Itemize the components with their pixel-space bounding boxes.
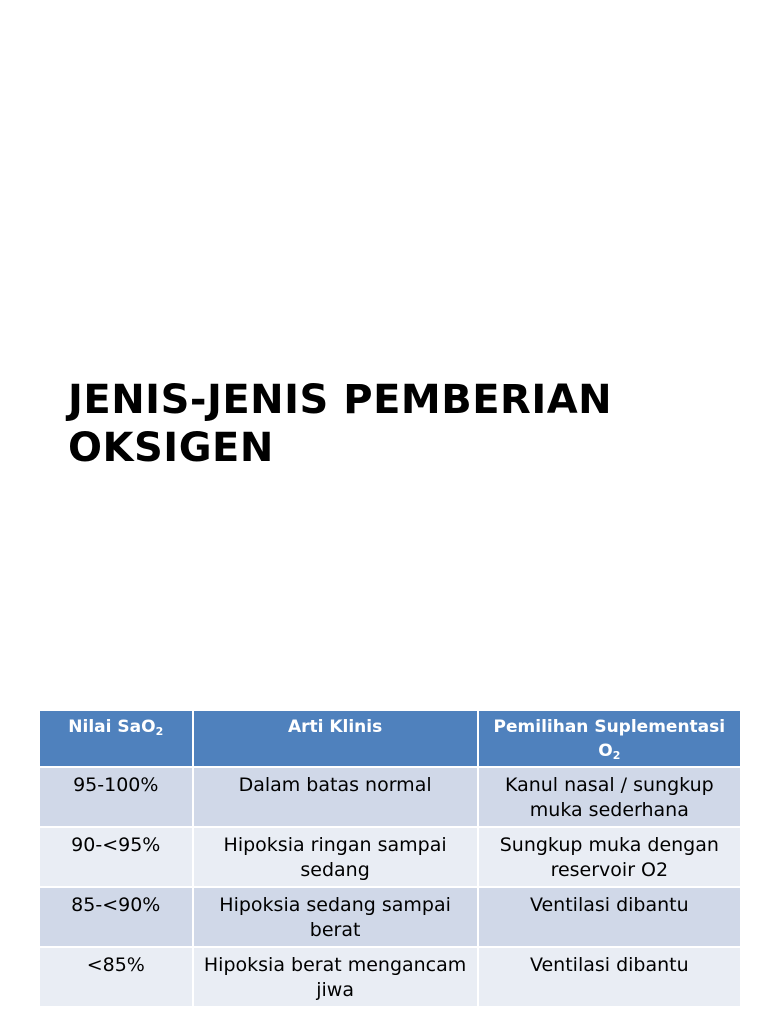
table-row	[39, 767, 741, 827]
header-arti-klinis-text: Arti Klinis	[287, 717, 383, 737]
cell-pemilihan: Ventilasi dibantu	[478, 947, 741, 1007]
cell-sao2: 85-<90%	[39, 887, 193, 947]
header-pemilihan-text: Pemilihan Suplementasi O	[493, 717, 726, 761]
table-row	[39, 827, 741, 887]
header-pemilihan-sub: 2	[612, 749, 621, 762]
cell-sao2: <85%	[39, 947, 193, 1007]
header-nilai-sao2-text: Nilai SaO	[68, 717, 156, 737]
header-pemilihan-suplementasi	[478, 710, 741, 767]
slide-title	[68, 376, 728, 472]
header-nilai-sao2	[39, 710, 193, 767]
cell-sao2: 90-<95%	[39, 827, 193, 887]
slide-title-line-1: JENIS-JENIS PEMBERIAN	[68, 377, 613, 423]
cell-arti-klinis: Hipoksia berat mengancam jiwa	[193, 947, 478, 1007]
cell-arti-klinis: Hipoksia ringan sampai sedang	[193, 827, 478, 887]
slide-title-line-2: OKSIGEN	[68, 425, 274, 471]
table-row	[39, 887, 741, 947]
table-row	[39, 947, 741, 1007]
cell-arti-klinis: Hipoksia sedang sampai berat	[193, 887, 478, 947]
header-nilai-sao2-sub: 2	[155, 725, 164, 738]
header-arti-klinis	[193, 710, 478, 767]
cell-pemilihan: Kanul nasal / sungkup muka sederhana	[478, 767, 741, 827]
cell-arti-klinis: Dalam batas normal	[193, 767, 478, 827]
cell-pemilihan: Ventilasi dibantu	[478, 887, 741, 947]
cell-pemilihan: Sungkup muka dengan reservoir O2	[478, 827, 741, 887]
cell-sao2: 95-100%	[39, 767, 193, 827]
table-header-row	[39, 710, 741, 767]
oxygen-table	[38, 709, 742, 1008]
